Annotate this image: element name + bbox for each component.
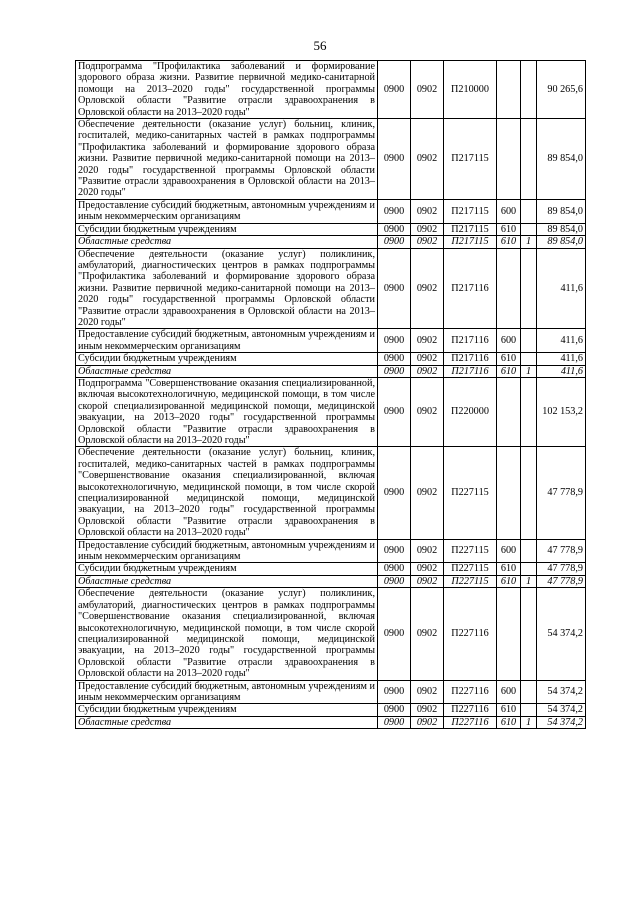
- table-row: [76, 119, 586, 200]
- expense-type-code: [497, 588, 521, 680]
- amount: 47 778,9: [537, 539, 586, 563]
- funding-source-code: 1: [521, 365, 537, 377]
- table-row: [76, 61, 586, 119]
- amount: 89 854,0: [537, 119, 586, 200]
- amount: 47 778,9: [537, 447, 586, 539]
- funding-source-code: [521, 199, 537, 223]
- target-article-code: П227115: [444, 563, 497, 575]
- target-article-code: П227116: [444, 716, 497, 728]
- target-article-code: П227115: [444, 575, 497, 587]
- expense-type-code: 610: [497, 716, 521, 728]
- expense-type-code: 610: [497, 575, 521, 587]
- section-code: 0900: [378, 563, 411, 575]
- row-name: Подпрограмма "Профилактика заболеваний и формирование здорового образа жизни. Развитие первичной медико-санитарной помощи на 2013–2020 годы" государственной программы Орловской области "Развитие отрасли здравоохранения в Орловской области на 2013–2020 годы": [76, 61, 378, 119]
- section-code: 0900: [378, 236, 411, 248]
- expense-type-code: 610: [497, 353, 521, 365]
- funding-source-code: [521, 588, 537, 680]
- subsection-code: 0902: [411, 119, 444, 200]
- subsection-code: 0902: [411, 353, 444, 365]
- expense-type-code: 610: [497, 365, 521, 377]
- row-name: Обеспечение деятельности (оказание услуг) больниц, клиник, госпиталей, медико-санитарных частей в рамках подпрограммы "Совершенствование оказания специализированной, включая высокотехнологичную, медицинской помощи, в том числе скорой специализированной медицинской помощи, медицинской эвакуации, на 2013–2020 годы" государственной программы Орловской области "Развитие отрасли здравоохранения в Орловской области на 2013–2020 годы": [76, 447, 378, 539]
- table-row: [76, 236, 586, 248]
- section-code: 0900: [378, 119, 411, 200]
- expense-type-code: 600: [497, 199, 521, 223]
- funding-source-code: [521, 119, 537, 200]
- amount: 54 374,2: [537, 588, 586, 680]
- target-article-code: П227115: [444, 447, 497, 539]
- row-name: Субсидии бюджетным учреждениям: [76, 704, 378, 716]
- expense-type-code: [497, 61, 521, 119]
- subsection-code: 0902: [411, 716, 444, 728]
- table-row: [76, 588, 586, 680]
- funding-source-code: [521, 329, 537, 353]
- subsection-code: 0902: [411, 563, 444, 575]
- subsection-code: 0902: [411, 680, 444, 704]
- amount: 411,6: [537, 353, 586, 365]
- subsection-code: 0902: [411, 329, 444, 353]
- row-name: Областные средства: [76, 365, 378, 377]
- table-row: [76, 248, 586, 329]
- target-article-code: П217115: [444, 199, 497, 223]
- page-number: 56: [313, 38, 327, 53]
- subsection-code: 0902: [411, 588, 444, 680]
- section-code: 0900: [378, 353, 411, 365]
- subsection-code: 0902: [411, 377, 444, 446]
- amount: 89 854,0: [537, 236, 586, 248]
- section-code: 0900: [378, 447, 411, 539]
- amount: 89 854,0: [537, 199, 586, 223]
- expense-type-code: [497, 248, 521, 329]
- expense-type-code: 610: [497, 223, 521, 235]
- section-code: 0900: [378, 704, 411, 716]
- table-row: [76, 563, 586, 575]
- table-row: [76, 199, 586, 223]
- table-row: [76, 447, 586, 539]
- section-code: 0900: [378, 365, 411, 377]
- subsection-code: 0902: [411, 575, 444, 587]
- table-row: [76, 575, 586, 587]
- amount: 90 265,6: [537, 61, 586, 119]
- expense-type-code: 610: [497, 704, 521, 716]
- row-name: Субсидии бюджетным учреждениям: [76, 223, 378, 235]
- table-row: [76, 704, 586, 716]
- table-row: [76, 365, 586, 377]
- target-article-code: П217115: [444, 119, 497, 200]
- funding-source-code: 1: [521, 716, 537, 728]
- subsection-code: 0902: [411, 223, 444, 235]
- table-row: [76, 353, 586, 365]
- target-article-code: П217116: [444, 248, 497, 329]
- row-name: Субсидии бюджетным учреждениям: [76, 353, 378, 365]
- funding-source-code: [521, 353, 537, 365]
- target-article-code: П227116: [444, 680, 497, 704]
- target-article-code: П227116: [444, 588, 497, 680]
- expense-type-code: 600: [497, 329, 521, 353]
- table-row: [76, 716, 586, 728]
- expense-type-code: [497, 377, 521, 446]
- subsection-code: 0902: [411, 365, 444, 377]
- table-row: [76, 680, 586, 704]
- expense-type-code: 600: [497, 680, 521, 704]
- target-article-code: П217116: [444, 353, 497, 365]
- amount: 54 374,2: [537, 704, 586, 716]
- table-row: [76, 223, 586, 235]
- target-article-code: П217115: [444, 223, 497, 235]
- amount: 47 778,9: [537, 575, 586, 587]
- subsection-code: 0902: [411, 539, 444, 563]
- target-article-code: П227116: [444, 704, 497, 716]
- funding-source-code: [521, 61, 537, 119]
- target-article-code: П227115: [444, 539, 497, 563]
- row-name: Предоставление субсидий бюджетным, автономным учреждениям и иным некоммерческим организациям: [76, 680, 378, 704]
- funding-source-code: [521, 223, 537, 235]
- section-code: 0900: [378, 248, 411, 329]
- funding-source-code: [521, 704, 537, 716]
- subsection-code: 0902: [411, 236, 444, 248]
- section-code: 0900: [378, 329, 411, 353]
- row-name: Областные средства: [76, 236, 378, 248]
- subsection-code: 0902: [411, 199, 444, 223]
- section-code: 0900: [378, 539, 411, 563]
- section-code: 0900: [378, 680, 411, 704]
- row-name: Предоставление субсидий бюджетным, автономным учреждениям и иным некоммерческим организациям: [76, 539, 378, 563]
- funding-source-code: 1: [521, 575, 537, 587]
- section-code: 0900: [378, 223, 411, 235]
- row-name: Обеспечение деятельности (оказание услуг) больниц, клиник, госпиталей, медико-санитарных частей в рамках подпрограммы "Профилактика заболеваний и формирование здорового образа жизни. Развитие первичной медико-санитарной помощи на 2013–2020 годы" государственной программы Орловской области "Развитие отрасли здравоохранения в Орловской области на 2013–2020 годы": [76, 119, 378, 200]
- funding-source-code: [521, 377, 537, 446]
- expense-type-code: [497, 119, 521, 200]
- amount: 54 374,2: [537, 680, 586, 704]
- amount: 47 778,9: [537, 563, 586, 575]
- table-row: [76, 539, 586, 563]
- expense-type-code: 610: [497, 236, 521, 248]
- amount: 411,6: [537, 365, 586, 377]
- section-code: 0900: [378, 199, 411, 223]
- target-article-code: П217116: [444, 329, 497, 353]
- section-code: 0900: [378, 575, 411, 587]
- section-code: 0900: [378, 588, 411, 680]
- row-name: Предоставление субсидий бюджетным, автономным учреждениям и иным некоммерческим организациям: [76, 199, 378, 223]
- amount: 54 374,2: [537, 716, 586, 728]
- row-name: Обеспечение деятельности (оказание услуг) поликлиник, амбулаторий, диагностических центров в рамках подпрограммы "Совершенствование оказания специализированной, включая высокотехнологичную, медицинской помощи, в том числе скорой специализированной медицинской помощи, медицинской эвакуации, на 2013–2020 годы" государственной программы Орловской области "Развитие отрасли здравоохранения в Орловской области на 2013–2020 годы": [76, 588, 378, 680]
- budget-table-body: [76, 61, 586, 729]
- amount: 411,6: [537, 248, 586, 329]
- budget-table: [75, 60, 586, 729]
- section-code: 0900: [378, 61, 411, 119]
- funding-source-code: [521, 680, 537, 704]
- funding-source-code: [521, 539, 537, 563]
- expense-type-code: 610: [497, 563, 521, 575]
- amount: 102 153,2: [537, 377, 586, 446]
- table-row: [76, 377, 586, 446]
- expense-type-code: 600: [497, 539, 521, 563]
- row-name: Предоставление субсидий бюджетным, автономным учреждениям и иным некоммерческим организациям: [76, 329, 378, 353]
- target-article-code: П217115: [444, 236, 497, 248]
- row-name: Подпрограмма "Совершенствование оказания специализированной, включая высокотехнологичную, медицинской помощи, в том числе скорой специализированной медицинской помощи, медицинской эвакуации, на 2013–2020 годы" государственной программы Орловской области "Развитие отрасли здравоохранения в Орловской области на 2013–2020 годы": [76, 377, 378, 446]
- funding-source-code: [521, 248, 537, 329]
- row-name: Субсидии бюджетным учреждениям: [76, 563, 378, 575]
- section-code: 0900: [378, 377, 411, 446]
- target-article-code: П217116: [444, 365, 497, 377]
- section-code: 0900: [378, 716, 411, 728]
- table-row: [76, 329, 586, 353]
- subsection-code: 0902: [411, 704, 444, 716]
- target-article-code: П220000: [444, 377, 497, 446]
- row-name: Обеспечение деятельности (оказание услуг) поликлиник, амбулаторий, диагностических центров в рамках подпрограммы "Профилактика заболеваний и формирование здорового образа жизни. Развитие первичной медико-санитарной помощи на 2013–2020 годы" государственной программы Орловской области "Развитие отрасли здравоохранения в Орловской области на 2013–2020 годы": [76, 248, 378, 329]
- funding-source-code: [521, 447, 537, 539]
- target-article-code: П210000: [444, 61, 497, 119]
- subsection-code: 0902: [411, 248, 444, 329]
- funding-source-code: 1: [521, 236, 537, 248]
- subsection-code: 0902: [411, 61, 444, 119]
- row-name: Областные средства: [76, 575, 378, 587]
- amount: 411,6: [537, 329, 586, 353]
- amount: 89 854,0: [537, 223, 586, 235]
- row-name: Областные средства: [76, 716, 378, 728]
- expense-type-code: [497, 447, 521, 539]
- funding-source-code: [521, 563, 537, 575]
- subsection-code: 0902: [411, 447, 444, 539]
